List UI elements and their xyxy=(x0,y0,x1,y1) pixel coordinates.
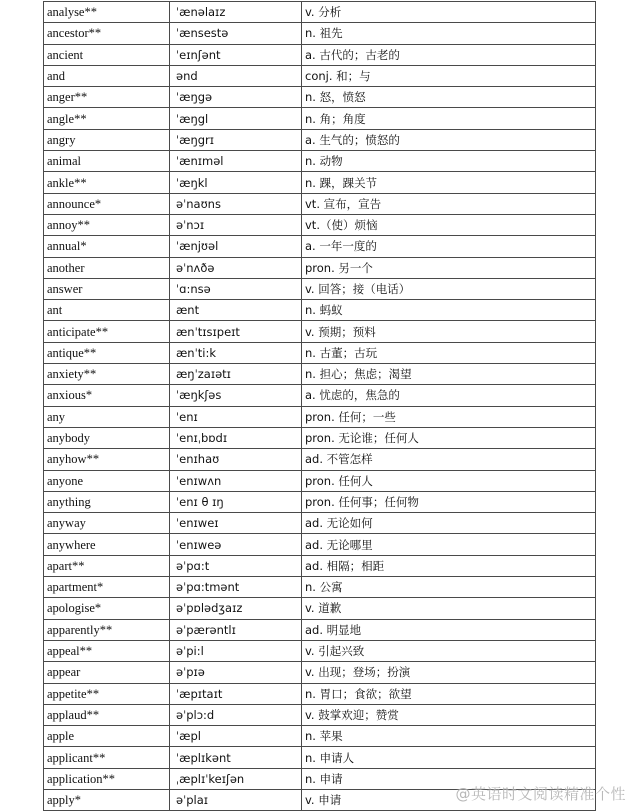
table-row xyxy=(44,321,596,342)
word-cell: applicant** xyxy=(44,747,170,768)
word-cell: applaud** xyxy=(44,704,170,725)
meaning-cell: n. 担心；焦虑；渴望 xyxy=(302,364,596,385)
phonetic-cell: ˈæpl xyxy=(170,726,302,747)
word-cell: animal xyxy=(44,151,170,172)
table-row xyxy=(44,193,596,214)
meaning-cell: ad. 明显地 xyxy=(302,619,596,640)
phonetic-cell: ˈenɪweɪ xyxy=(170,513,302,534)
word-cell: apply* xyxy=(44,789,170,810)
table-row xyxy=(44,364,596,385)
table-row xyxy=(44,491,596,512)
meaning-cell: v. 引起兴致 xyxy=(302,640,596,661)
phonetic-cell: ˈeɪnʃənt xyxy=(170,44,302,65)
table-row xyxy=(44,619,596,640)
word-cell: apple xyxy=(44,726,170,747)
phonetic-cell: əˈpɑ:t xyxy=(170,555,302,576)
watermark-text: @英语时文阅读精准个性 xyxy=(455,785,626,803)
table-row xyxy=(44,598,596,619)
table-row xyxy=(44,151,596,172)
word-cell: ancient xyxy=(44,44,170,65)
table-row xyxy=(44,236,596,257)
meaning-cell: ad. 不管怎样 xyxy=(302,449,596,470)
vocabulary-table xyxy=(43,1,596,811)
meaning-cell: n. 公寓 xyxy=(302,577,596,598)
word-cell: announce* xyxy=(44,193,170,214)
phonetic-cell: əˈpɑ:tmənt xyxy=(170,577,302,598)
meaning-cell: a. 一年一度的 xyxy=(302,236,596,257)
word-cell: apart** xyxy=(44,555,170,576)
meaning-cell: n. 古董；古玩 xyxy=(302,342,596,363)
table-row xyxy=(44,662,596,683)
phonetic-cell: ˈenɪ θ ɪŋ xyxy=(170,491,302,512)
word-cell: apartment* xyxy=(44,577,170,598)
table-row xyxy=(44,427,596,448)
phonetic-cell: ˈæŋgl xyxy=(170,108,302,129)
meaning-cell: n. 苹果 xyxy=(302,726,596,747)
meaning-cell: vt. 宣布，宣告 xyxy=(302,193,596,214)
phonetic-cell: əˈpɒlədʒaɪz xyxy=(170,598,302,619)
table-row xyxy=(44,300,596,321)
word-cell: appetite** xyxy=(44,683,170,704)
word-cell: appeal** xyxy=(44,640,170,661)
table-row xyxy=(44,2,596,23)
table-row xyxy=(44,23,596,44)
word-cell: apologise* xyxy=(44,598,170,619)
phonetic-cell: əˈpærəntlɪ xyxy=(170,619,302,640)
meaning-cell: pron. 另一个 xyxy=(302,257,596,278)
word-cell: apparently** xyxy=(44,619,170,640)
phonetic-cell: ˈɑ:nsə xyxy=(170,278,302,299)
phonetic-cell: ˈæŋkʃəs xyxy=(170,385,302,406)
word-cell: anger** xyxy=(44,87,170,108)
meaning-cell: pron. 无论谁；任何人 xyxy=(302,427,596,448)
phonetic-cell: əˈplaɪ xyxy=(170,789,302,810)
meaning-cell: pron. 任何人 xyxy=(302,470,596,491)
phonetic-cell: ˈenɪ xyxy=(170,406,302,427)
phonetic-cell: ˈænjʊəl xyxy=(170,236,302,257)
phonetic-cell: əˈnɔɪ xyxy=(170,214,302,235)
vocabulary-table-body xyxy=(44,2,596,811)
phonetic-cell: ˈæŋkl xyxy=(170,172,302,193)
table-row xyxy=(44,513,596,534)
phonetic-cell: ˈenɪwʌn xyxy=(170,470,302,491)
phonetic-cell: ˈænsestə xyxy=(170,23,302,44)
phonetic-cell: əˈnʌðə xyxy=(170,257,302,278)
meaning-cell: n. 胃口；食欲；欲望 xyxy=(302,683,596,704)
meaning-cell: n. 动物 xyxy=(302,151,596,172)
word-cell: answer xyxy=(44,278,170,299)
meaning-cell: v. 鼓掌欢迎；赞赏 xyxy=(302,704,596,725)
word-cell: anybody xyxy=(44,427,170,448)
phonetic-cell: ˈæpɪtaɪt xyxy=(170,683,302,704)
phonetic-cell: ˌæplɪˈkeɪʃən xyxy=(170,768,302,789)
meaning-cell: a. 忧虑的，焦急的 xyxy=(302,385,596,406)
word-cell: ankle** xyxy=(44,172,170,193)
table-row xyxy=(44,747,596,768)
word-cell: appear xyxy=(44,662,170,683)
word-cell: annoy** xyxy=(44,214,170,235)
phonetic-cell: əˈnaʊns xyxy=(170,193,302,214)
table-row xyxy=(44,534,596,555)
table-row xyxy=(44,406,596,427)
phonetic-cell: ˈæŋgrɪ xyxy=(170,129,302,150)
table-row xyxy=(44,555,596,576)
meaning-cell: n. 角；角度 xyxy=(302,108,596,129)
word-cell: anything xyxy=(44,491,170,512)
meaning-cell: pron. 任何事；任何物 xyxy=(302,491,596,512)
meaning-cell: v. 回答；接（电话） xyxy=(302,278,596,299)
word-cell: anxious* xyxy=(44,385,170,406)
table-row xyxy=(44,278,596,299)
meaning-cell: n. 祖先 xyxy=(302,23,596,44)
phonetic-cell: ˈenɪhaʊ xyxy=(170,449,302,470)
phonetic-cell: ˈænəlaɪz xyxy=(170,2,302,23)
meaning-cell: n. 踝，踝关节 xyxy=(302,172,596,193)
table-row xyxy=(44,129,596,150)
word-cell: angle** xyxy=(44,108,170,129)
table-row xyxy=(44,214,596,235)
phonetic-cell: ænˈti:k xyxy=(170,342,302,363)
table-row xyxy=(44,385,596,406)
word-cell: anxiety** xyxy=(44,364,170,385)
phonetic-cell: æŋˈzaɪətɪ xyxy=(170,364,302,385)
table-row xyxy=(44,704,596,725)
phonetic-cell: əˈpɪə xyxy=(170,662,302,683)
table-row xyxy=(44,577,596,598)
word-cell: anyone xyxy=(44,470,170,491)
word-cell: ancestor** xyxy=(44,23,170,44)
meaning-cell: n. 怒，愤怒 xyxy=(302,87,596,108)
word-cell: and xyxy=(44,65,170,86)
word-cell: anywhere xyxy=(44,534,170,555)
phonetic-cell: ənd xyxy=(170,65,302,86)
phonetic-cell: ænˈtɪsɪpeɪt xyxy=(170,321,302,342)
table-row xyxy=(44,449,596,470)
word-cell: antique** xyxy=(44,342,170,363)
word-cell: ant xyxy=(44,300,170,321)
phonetic-cell: ˈæplɪkənt xyxy=(170,747,302,768)
table-row xyxy=(44,65,596,86)
table-row xyxy=(44,44,596,65)
meaning-cell: v. 出现；登场；扮演 xyxy=(302,662,596,683)
word-cell: angry xyxy=(44,129,170,150)
word-cell: anyhow** xyxy=(44,449,170,470)
meaning-cell: pron. 任何；一些 xyxy=(302,406,596,427)
table-row xyxy=(44,470,596,491)
table-row xyxy=(44,108,596,129)
meaning-cell: ad. 相隔；相距 xyxy=(302,555,596,576)
meaning-cell: a. 古代的；古老的 xyxy=(302,44,596,65)
phonetic-cell: əˈpi:l xyxy=(170,640,302,661)
phonetic-cell: əˈplɔ:d xyxy=(170,704,302,725)
word-cell: annual* xyxy=(44,236,170,257)
table-row xyxy=(44,640,596,661)
meaning-cell: n. 蚂蚁 xyxy=(302,300,596,321)
word-cell: anticipate** xyxy=(44,321,170,342)
meaning-cell: n. 申请人 xyxy=(302,747,596,768)
table-row xyxy=(44,87,596,108)
word-cell: any xyxy=(44,406,170,427)
meaning-cell: conj. 和；与 xyxy=(302,65,596,86)
meaning-cell: vt.（使）烦恼 xyxy=(302,214,596,235)
phonetic-cell: ˈenɪweə xyxy=(170,534,302,555)
phonetic-cell: ˈæŋgə xyxy=(170,87,302,108)
meaning-cell: v. 分析 xyxy=(302,2,596,23)
phonetic-cell: ˈenɪˌbɒdɪ xyxy=(170,427,302,448)
table-row xyxy=(44,257,596,278)
table-row xyxy=(44,683,596,704)
meaning-cell: ad. 无论如何 xyxy=(302,513,596,534)
meaning-cell: v. 申请 xyxy=(302,789,596,810)
meaning-cell: a. 生气的；愤怒的 xyxy=(302,129,596,150)
meaning-cell: ad. 无论哪里 xyxy=(302,534,596,555)
word-cell: anyway xyxy=(44,513,170,534)
phonetic-cell: ænt xyxy=(170,300,302,321)
table-row xyxy=(44,342,596,363)
phonetic-cell: ˈænɪməl xyxy=(170,151,302,172)
meaning-cell: v. 预期；预料 xyxy=(302,321,596,342)
word-cell: application** xyxy=(44,768,170,789)
word-cell: analyse** xyxy=(44,2,170,23)
word-cell: another xyxy=(44,257,170,278)
meaning-cell: v. 道歉 xyxy=(302,598,596,619)
table-row xyxy=(44,172,596,193)
table-row xyxy=(44,726,596,747)
meaning-cell: n. 申请 xyxy=(302,768,596,789)
